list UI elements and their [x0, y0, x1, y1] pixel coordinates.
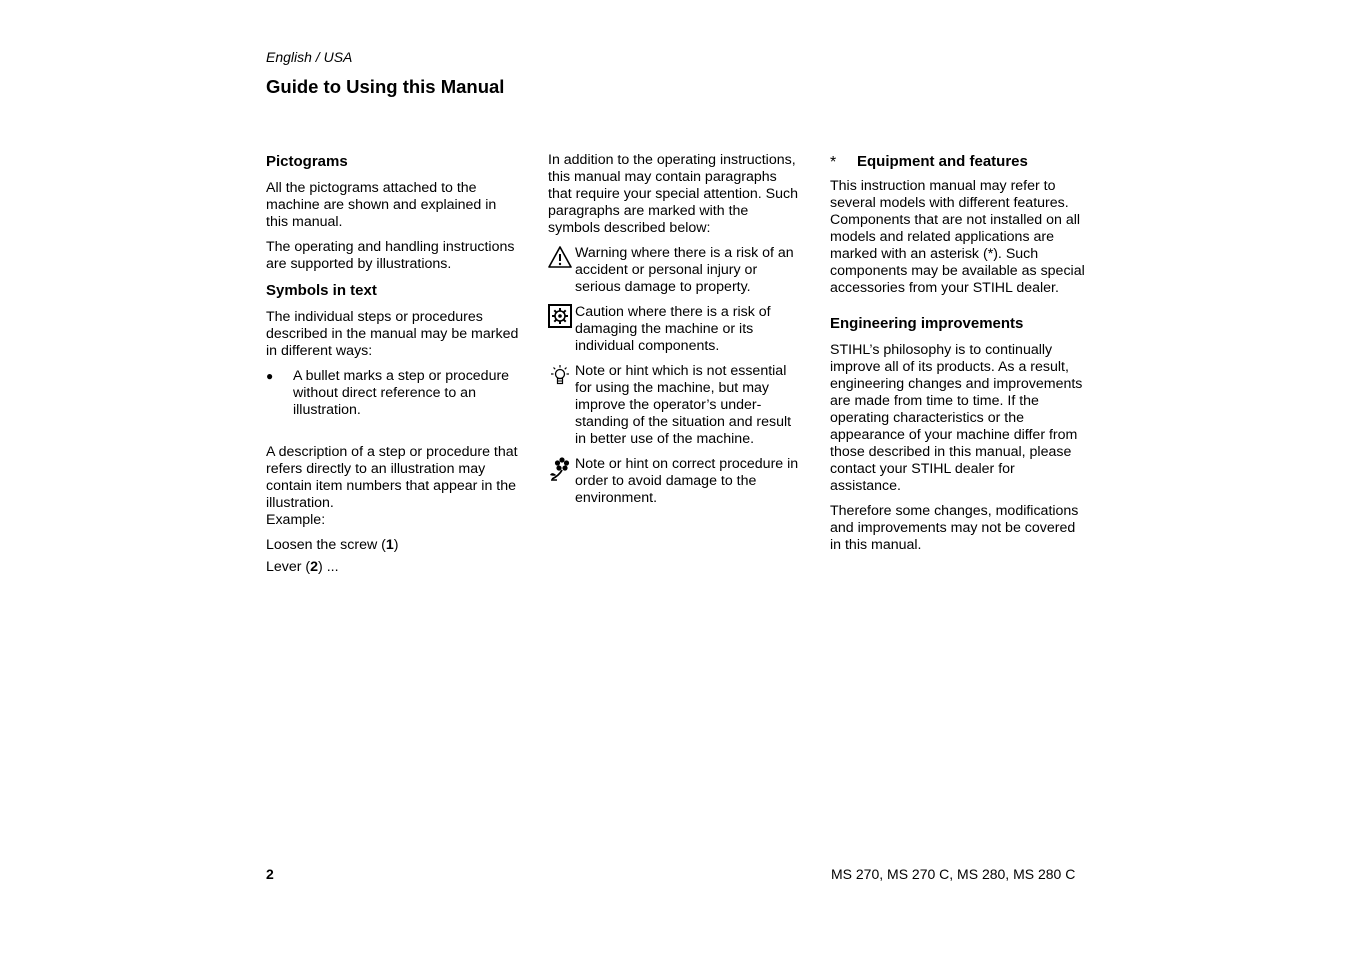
- description-paragraph: A description of a step or procedure that refers directly to an illustration may contain item numbers that appear in the illustration.: [266, 444, 518, 511]
- symbols-paragraph: The individual steps or procedures described in the manual may be marked in different ways:: [266, 309, 519, 359]
- equipment-heading-row: [830, 152, 1086, 178]
- example-line-2: Lever (2) ...: [266, 559, 339, 575]
- pictograms-paragraph-2: The operating and handling instructions are supported by illustrations.: [266, 239, 515, 272]
- symbol-note: [548, 363, 804, 448]
- symbol-warning: [548, 245, 804, 296]
- bullet-item: [266, 368, 522, 419]
- column-middle: [548, 152, 804, 515]
- column-left: [266, 152, 522, 584]
- equipment-heading: Equipment and features: [857, 153, 1028, 170]
- bullet-text: A bullet marks a step or procedure without direct reference to an illustration.: [293, 368, 510, 418]
- symbols-heading: Symbols in text: [266, 282, 377, 299]
- page-number: 2: [266, 866, 274, 882]
- asterisk-icon: *: [830, 154, 837, 171]
- page-title: Guide to Using this Manual: [266, 76, 505, 97]
- example-label: Example:: [266, 512, 326, 528]
- model-list: MS 270, MS 270 C, MS 280, MS 280 C: [831, 866, 1076, 882]
- engineering-paragraph-1: STIHL’s philosophy is to continually improve all of its products. As a result, engineering changes and improvements are made from time to time. If the operating characteristics or the appearance of your machine differ from those described in this manual, please contact your STIHL dealer for assistance.: [830, 342, 1083, 494]
- caution-gear-icon: [548, 304, 575, 332]
- warning-text: Warning where there is a risk of an accident or personal injury or serious damage to property.: [575, 245, 794, 295]
- lightbulb-icon: [548, 363, 575, 391]
- symbols-intro: In addition to the operating instructions, this manual may contain paragraphs that require your special attention. Such paragraphs are marked with the symbols described below:: [548, 152, 799, 236]
- column-right: [830, 152, 1086, 562]
- warning-triangle-icon: [548, 245, 575, 273]
- environment-flower-icon: [548, 456, 575, 484]
- engineering-heading: Engineering improvements: [830, 315, 1024, 332]
- environment-text: Note or hint on correct procedure in order to avoid damage to the environment.: [575, 456, 799, 506]
- example-line-1: Loosen the screw (1): [266, 537, 399, 553]
- language-label: English / USA: [266, 49, 353, 65]
- pictograms-heading: Pictograms: [266, 153, 348, 170]
- bullet-dot-icon: ●: [266, 369, 274, 383]
- note-text: Note or hint which is not essential for using the machine, but may improve the operator’s under-standing of the situation and result in better use of the machine.: [575, 363, 792, 447]
- symbol-caution: [548, 304, 804, 355]
- pictograms-paragraph-1: All the pictograms attached to the machine are shown and explained in this manual.: [266, 180, 497, 230]
- equipment-paragraph: This instruction manual may refer to several models with different features. Components that are not installed on all models and related applications are marked with an asterisk (*). Such components may be available as special accessories from your STIHL dealer.: [830, 178, 1085, 296]
- symbol-environment: [548, 456, 804, 507]
- caution-text: Caution where there is a risk of damaging the machine or its individual components.: [575, 304, 771, 354]
- engineering-paragraph-2: Therefore some changes, modifications and improvements may not be covered in this manual.: [830, 503, 1079, 553]
